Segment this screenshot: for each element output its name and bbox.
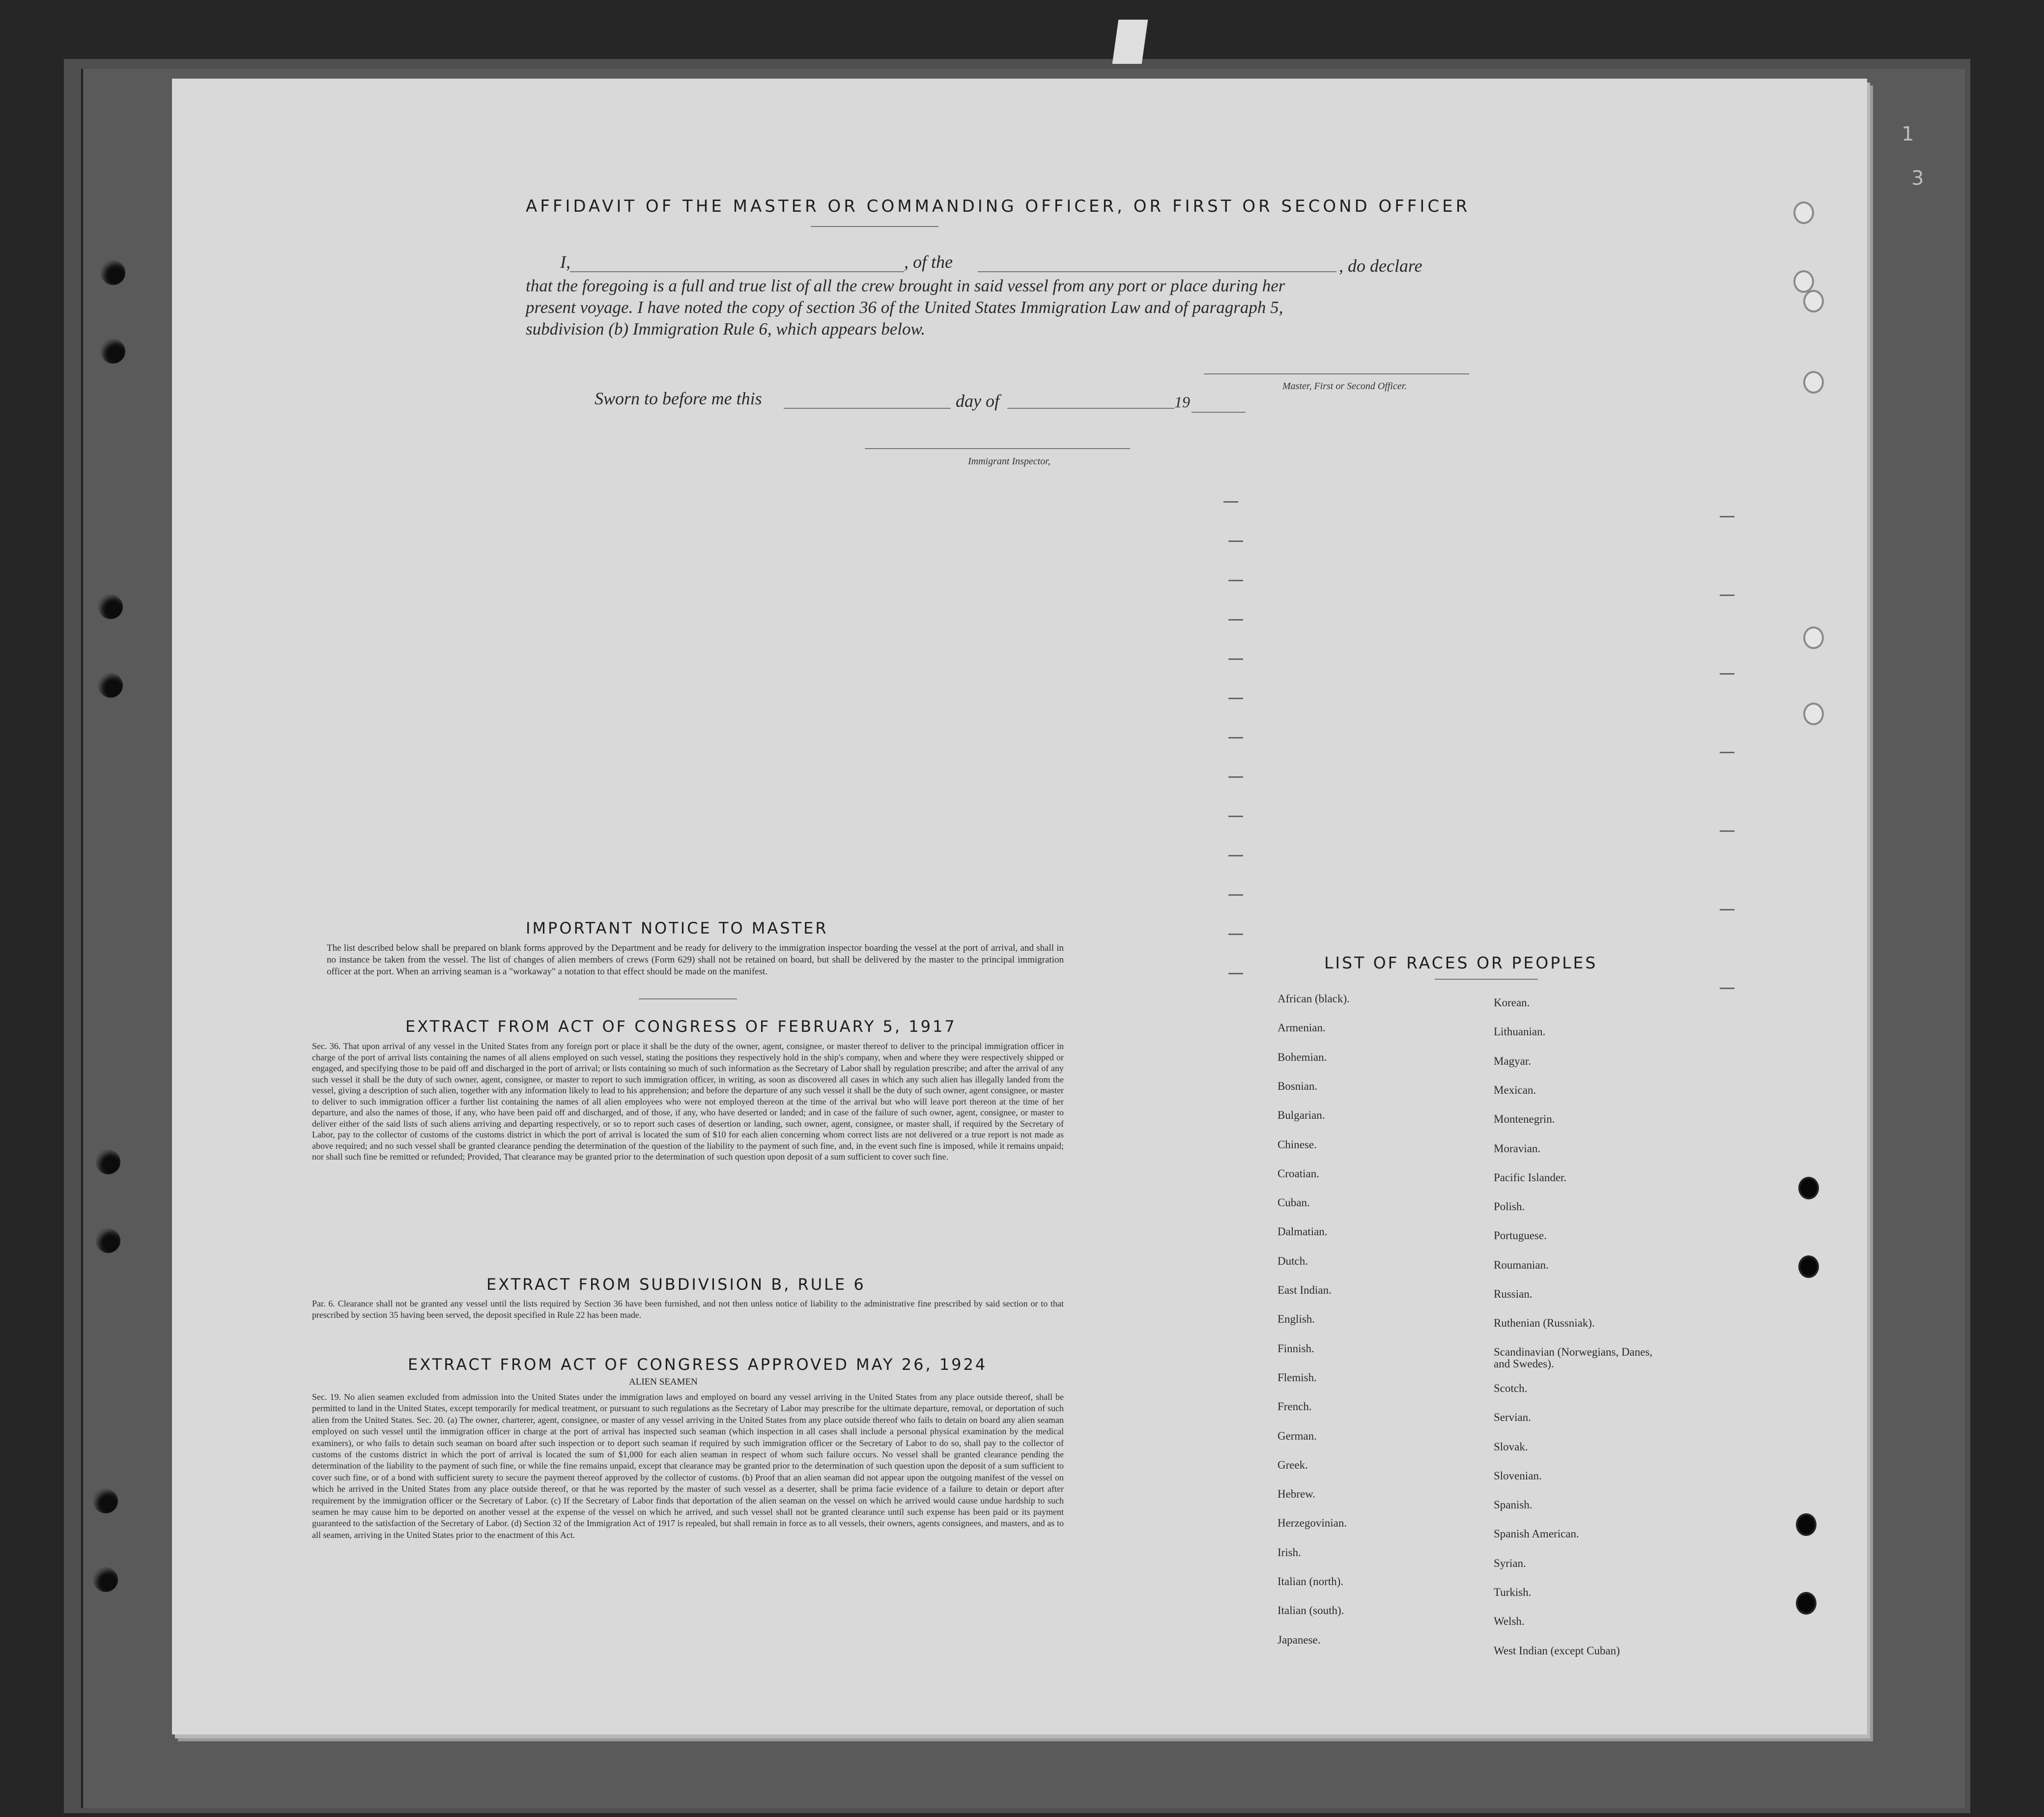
year-text: 19	[1174, 393, 1190, 411]
race-item: West Indian (except Cuban)	[1494, 1644, 1620, 1657]
punch-hole	[1793, 270, 1814, 293]
race-item: Welsh.	[1494, 1615, 1525, 1628]
race-item: Servian.	[1494, 1411, 1532, 1424]
race-item: French.	[1278, 1400, 1312, 1413]
race-item: Turkish.	[1494, 1586, 1532, 1598]
faint-mark	[1720, 595, 1734, 596]
faint-mark	[1720, 909, 1734, 910]
race-item: Roumanian.	[1494, 1258, 1549, 1271]
race-item: Spanish American.	[1494, 1528, 1579, 1540]
race-item: Dalmatian.	[1278, 1225, 1328, 1238]
affidavit-title: AFFIDAVIT OF THE MASTER OR COMMANDING OFFICER, OR FIRST OR SECOND OFFICER	[526, 197, 1471, 216]
faint-mark	[1228, 776, 1243, 778]
extract-1924-title: EXTRACT FROM ACT OF CONGRESS APPROVED MAY 26, 1924	[408, 1355, 988, 1374]
faint-mark	[1228, 658, 1243, 660]
day-of-text: day of	[956, 391, 999, 411]
binder-hole	[96, 1150, 120, 1174]
race-item: Japanese.	[1278, 1633, 1321, 1646]
faint-mark	[1228, 934, 1243, 935]
binder-hole	[93, 1489, 118, 1513]
race-item: Portuguese.	[1494, 1229, 1547, 1242]
margin-annotation: 1	[1902, 123, 1914, 145]
race-item: Magyar.	[1494, 1054, 1532, 1067]
punch-hole	[1803, 626, 1824, 649]
race-item: Armenian.	[1278, 1022, 1326, 1034]
race-item: Irish.	[1278, 1546, 1301, 1559]
race-item: Montenegrin.	[1494, 1113, 1555, 1126]
race-item: Flemish.	[1278, 1371, 1317, 1384]
punch-hole	[1798, 1177, 1819, 1199]
sworn-day-blank	[784, 408, 951, 409]
race-item: Scotch.	[1494, 1382, 1528, 1394]
race-item: Moravian.	[1494, 1142, 1541, 1155]
race-item: Korean.	[1494, 996, 1530, 1009]
race-item: Polish.	[1494, 1200, 1525, 1213]
binder-hole	[101, 339, 125, 364]
race-item: Pacific Islander.	[1494, 1171, 1567, 1184]
affidavit-line-3: present voyage. I have noted the copy of section 36 of the United States Immigration Law and of paragraph 5,	[526, 298, 1283, 317]
faint-mark	[1228, 737, 1243, 738]
punch-hole	[1796, 1592, 1817, 1615]
notice-body: The list described below shall be prepared on blank forms approved by the Department and be ready for delivery to the immigration inspector boarding the vessel at the port of arrival, and shall in no instance be taken from the vessel. The list of changes of alien members of crews (Form 629) shall not be retained on board, but shall be delivered by the master to the principal immigration officer at the port. When an arriving seaman is a "workaway" a notation to that effect should be made on the manifest.	[327, 943, 1064, 977]
faint-mark	[1228, 619, 1243, 621]
race-item: Bosnian.	[1278, 1079, 1318, 1092]
signature-line	[1204, 373, 1469, 374]
document-page	[172, 79, 1867, 1734]
title-rule	[811, 226, 938, 227]
race-item: Ruthenian (Russniak).	[1494, 1317, 1595, 1330]
extract-1924-subtitle: ALIEN SEAMEN	[629, 1377, 698, 1387]
binder-hole	[98, 595, 123, 619]
punch-hole	[1796, 1513, 1817, 1536]
faint-mark	[1720, 830, 1734, 832]
race-item: African (black).	[1278, 993, 1350, 1005]
faint-mark	[1228, 540, 1243, 542]
punch-hole	[1793, 201, 1814, 224]
faint-mark	[1720, 988, 1734, 989]
race-item: Syrian.	[1494, 1557, 1526, 1569]
binder-hole	[101, 260, 125, 285]
rule6-title: EXTRACT FROM SUBDIVISION B, RULE 6	[486, 1275, 866, 1294]
inspector-caption: Immigrant Inspector,	[968, 456, 1050, 467]
notice-rule	[639, 998, 737, 999]
binder-hole	[93, 1567, 118, 1592]
race-item: Italian (south).	[1278, 1604, 1344, 1617]
margin-annotation: 3	[1911, 167, 1924, 190]
race-item: Hebrew.	[1278, 1488, 1316, 1501]
race-item: Chinese.	[1278, 1138, 1317, 1151]
extract-1917-title: EXTRACT FROM ACT OF CONGRESS OF FEBRUARY 5, 1917	[405, 1017, 957, 1036]
binder-hole	[96, 1228, 120, 1253]
faint-mark	[1228, 580, 1243, 581]
punch-hole	[1803, 290, 1824, 312]
race-item: Dutch.	[1278, 1254, 1308, 1267]
race-item: Greek.	[1278, 1458, 1308, 1471]
inspector-line	[865, 448, 1130, 449]
race-item: Slovenian.	[1494, 1469, 1542, 1482]
faint-mark	[1228, 894, 1243, 896]
race-item: Italian (north).	[1278, 1575, 1344, 1588]
faint-mark	[1228, 816, 1243, 817]
faint-mark	[1228, 855, 1243, 856]
name-blank	[570, 271, 904, 272]
year-blank	[1192, 412, 1246, 413]
faint-mark	[1720, 516, 1734, 517]
faint-mark	[1720, 752, 1734, 753]
affidavit-line-4: subdivision (b) Immigration Rule 6, which appears below.	[526, 319, 926, 339]
race-item: Lithuanian.	[1494, 1025, 1546, 1038]
affidavit-i: I,	[560, 252, 570, 272]
race-item: Herzegovinian.	[1278, 1517, 1347, 1530]
race-item: Croatian.	[1278, 1167, 1319, 1180]
binder-hole	[98, 673, 123, 698]
race-item: East Indian.	[1278, 1284, 1332, 1296]
extract-1917-body: Sec. 36. That upon arrival of any vessel in the United States from any foreign port or place it shall be the duty of the owner, agent, consignee, or master thereof to deliver to the principal immigration officer in charge of the port of arrival lists containing the names of all aliens employed on such vessel, stating the positions they respectively hold in the ship's company, when and where they were respectively shipped or engaged, and specifying those to be paid off and discharged in the port of arrival; or lists containing so much of such information as the Secretary of Labor shall by regulation prescribe; and after the arrival of any such vessel it shall be the duty of such owner, agent, consignee, or master to report to such immigration officer, in writing, as soon as discovered all cases in which any such alien has illegally landed from the vessel, giving a description of such alien, together with any information likely to lead to his apprehension; and before the departure of any such vessel it shall be the duty of such owner, agent consignee, or master to deliver to such immigration officer a further list containing the names of all alien employees who were not employed thereon at the time of the arrival but who will leave port thereon at the time of her departure, and also the names of those, if any, who have been paid off and discharged, and of those, if any, who have deserted or landed; and in case of the failure of such owner, agent, consignee, or master to deliver either of the said lists of such aliens arriving and departing respectively, or so to report such cases of desertion or landing, such owner, agent, consignee, or master shall, if required by the Secretary of Labor, pay to the collector of customs of the customs district in which the port of arrival is located the sum of $10 for each alien concerning whom correct lists are not delivered or a true report is not made as above required; and no such vessel shall be granted clearance pending the determination of the question of the liability to the payment of such fine, and, in the event such fine is imposed, while it remains unpaid; nor shall such fine be remitted or refunded; Provided, That clearance may be granted prior to the determination of such question upon deposit of a sum sufficient to cover such fine.	[312, 1041, 1064, 1162]
faint-mark	[1720, 673, 1734, 675]
month-blank	[1007, 408, 1174, 409]
tape-strip	[1112, 20, 1148, 64]
punch-hole	[1803, 371, 1824, 394]
faint-mark	[1223, 501, 1238, 503]
race-item: Spanish.	[1494, 1499, 1533, 1511]
punch-hole	[1803, 703, 1824, 725]
race-item: Bulgarian.	[1278, 1109, 1325, 1122]
notice-title: IMPORTANT NOTICE TO MASTER	[526, 919, 828, 937]
faint-mark	[1228, 698, 1243, 699]
punch-hole	[1798, 1255, 1819, 1278]
affidavit-declare: , do declare	[1339, 256, 1422, 276]
race-item: Cuban.	[1278, 1196, 1310, 1209]
race-item: English.	[1278, 1313, 1315, 1326]
affidavit-of-the: , of the	[904, 252, 953, 272]
race-item: Mexican.	[1494, 1083, 1536, 1096]
signature-caption: Master, First or Second Officer.	[1282, 381, 1407, 392]
affidavit-line-2: that the foregoing is a full and true list of all the crew brought in said vessel from any port or place during her	[526, 276, 1285, 295]
rule6-body: Par. 6. Clearance shall not be granted any vessel until the lists required by Section 36 have been furnished, and not then unless notice of liability to the administrative fine prescribed by said section or to that prescribed by section 35 having been served, the deposit specified in Rule 22 has been made.	[312, 1299, 1064, 1320]
races-title: LIST OF RACES OR PEOPLES	[1324, 953, 1598, 972]
race-item: Scandinavian (Norwegians, Danes, and Swedes).	[1494, 1345, 1653, 1370]
sworn-text: Sworn to before me this	[595, 389, 762, 408]
races-rule	[1435, 979, 1538, 980]
extract-1924-body: Sec. 19. No alien seamen excluded from admission into the United States under the immigration laws and employed on board any vessel arriving in the United States from any place outside thereof, shall be permitted to land in the United States, except temporarily for medical treatment, or pursuant to such regulations as the Secretary of Labor may prescribe for the ultimate departure, removal, or deportation of such alien from the United States. Sec. 20. (a) The owner, charterer, agent, consignee, or master of any vessel arriving in the United States from any place outside thereof who fails to detain on board any alien seaman employed on such vessel until the immigration officer in charge at the port of arrival has inspected such seaman (which inspection in all cases shall include a personal physical examination by the medical examiners), or who fails to detain such seaman on board after such inspection or to deport such seaman if required by such immigration officer or the Secretary of Labor to do so, shall pay to the collector of customs of the customs district in which the port of arrival is located the sum of $1,000 for each alien seaman in respect of whom such failure occurs. No vessel shall be granted clearance pending the determination of the liability to the payment of such fine, or while the fine remains unpaid, except that clearance may be granted prior to the determination of such question upon the deposit of a sum sufficient to cover such fine, or of a bond with sufficient surety to secure the payment thereof approved by the collector of customs. (b) Proof that an alien seaman did not appear upon the outgoing manifest of the vessel on which he arrived in the United States from any place outside thereof, or that he was reported by the master of such vessel as a deserter, shall be prima facie evidence of a failure to detain or deport after requirement by the immigration officer or the Secretary of Labor. (c) If the Secretary of Labor finds that deportation of the alien seaman on the vessel on which he arrived would cause undue hardship to such seamen he may cause him to be deported on another vessel at the expense of the vessel on which he arrived, and such vessel shall not be granted clearance until such expense has been paid or its payment guaranteed to the satisfaction of the Secretary of Labor. (d) Section 32 of the Immigration Act of 1917 is repealed, but shall remain in force as to all vessels, their owners, agents consignees, and masters, and as to all seamen, arriving in the United States prior to the enactment of this Act.	[312, 1392, 1064, 1540]
race-item: Russian.	[1494, 1288, 1533, 1300]
faint-mark	[1228, 973, 1243, 974]
vessel-blank	[978, 271, 1336, 272]
race-item: Finnish.	[1278, 1342, 1314, 1355]
race-item: German.	[1278, 1429, 1317, 1442]
race-item: Slovak.	[1494, 1440, 1528, 1453]
race-item: Bohemian.	[1278, 1050, 1327, 1063]
